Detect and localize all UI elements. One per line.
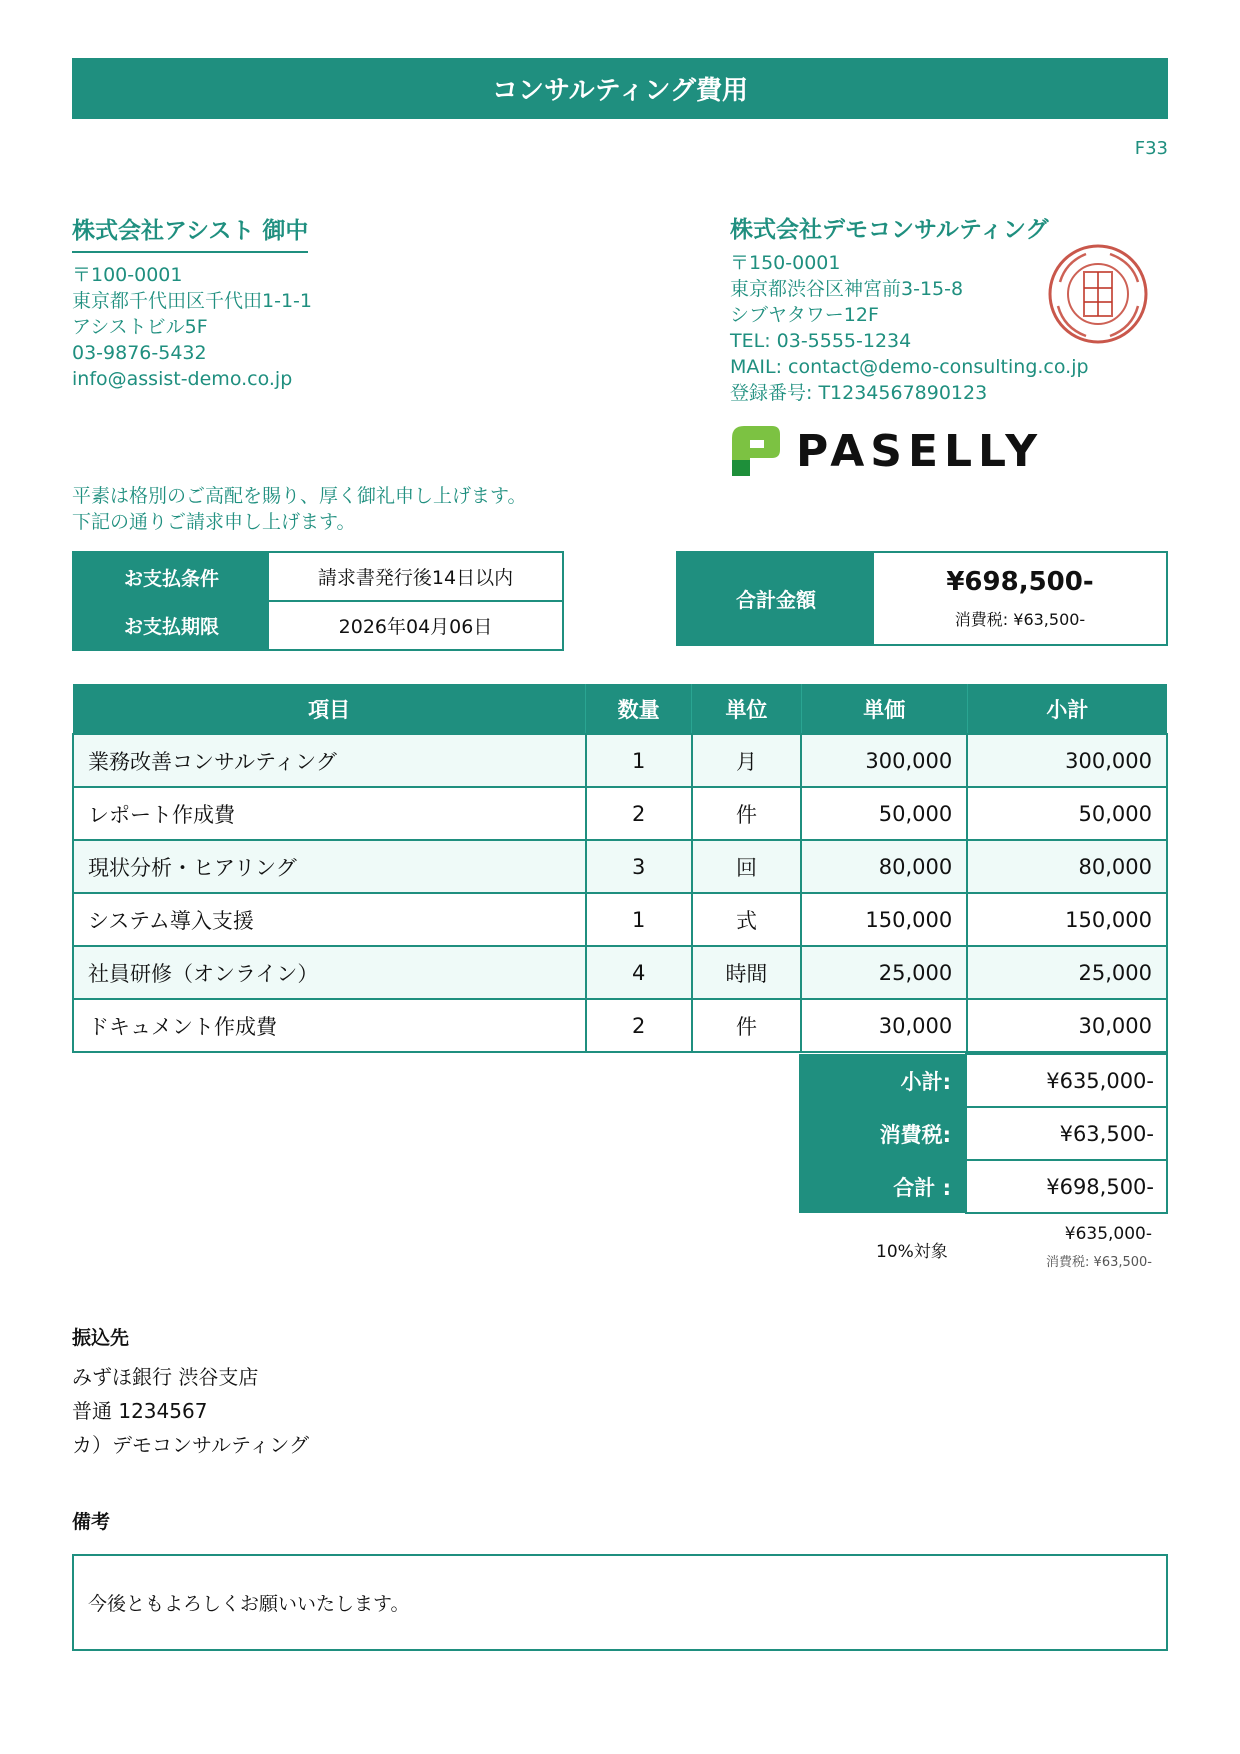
condition-label: お支払期限 <box>73 601 269 650</box>
item-price: 30,000 <box>801 999 967 1052</box>
condition-row <box>73 552 563 601</box>
total-label: 合計金額 <box>678 553 874 644</box>
item-qty: 3 <box>586 840 692 893</box>
total-amount-box <box>676 551 1168 646</box>
column-header-subtotal: 小計 <box>967 684 1167 734</box>
logo-wordmark: PASELLY <box>796 425 1044 477</box>
item-qty: 1 <box>586 893 692 946</box>
summary-label: 合計 : <box>799 1160 966 1213</box>
item-name: 業務改善コンサルティング <box>73 734 586 787</box>
column-header-qty: 数量 <box>586 684 692 734</box>
item-subtotal: 30,000 <box>967 999 1167 1052</box>
table-row <box>73 734 1167 787</box>
summary-value: ¥635,000- <box>966 1054 1167 1107</box>
item-subtotal: 80,000 <box>967 840 1167 893</box>
condition-row <box>73 601 563 650</box>
item-unit: 時間 <box>692 946 802 999</box>
item-qty: 4 <box>586 946 692 999</box>
tax-rate-tax: 消費税: ¥63,500- <box>1046 1255 1152 1270</box>
greeting-line: 平素は格別のご高配を賜り、厚く御礼申し上げます。 <box>72 485 527 507</box>
item-name: レポート作成費 <box>73 787 586 840</box>
bank-name: みずほ銀行 渋谷支店 <box>72 1365 259 1389</box>
logo-mark-icon <box>728 422 782 480</box>
table-row <box>73 840 1167 893</box>
issuer-name: 株式会社デモコンサルティング <box>730 217 1049 243</box>
summary-row <box>799 1107 1167 1160</box>
issuer-address <box>730 250 1089 406</box>
total-value <box>874 553 1166 644</box>
item-name: システム導入支援 <box>73 893 586 946</box>
item-subtotal: 25,000 <box>967 946 1167 999</box>
item-price: 50,000 <box>801 787 967 840</box>
condition-value: 2026年04月06日 <box>269 601 563 650</box>
summary-value: ¥698,500- <box>966 1160 1167 1213</box>
recipient-address <box>72 262 312 392</box>
item-name: ドキュメント作成費 <box>73 999 586 1052</box>
item-unit: 件 <box>692 999 802 1052</box>
item-price: 150,000 <box>801 893 967 946</box>
summary-label: 小計: <box>799 1054 966 1107</box>
issuer-building: シブヤタワー12F <box>730 304 879 326</box>
bank-holder: カ）デモコンサルティング <box>72 1433 309 1457</box>
condition-label: お支払条件 <box>73 552 269 601</box>
summary-row <box>799 1160 1167 1213</box>
item-unit: 件 <box>692 787 802 840</box>
summary-value: ¥63,500- <box>966 1107 1167 1160</box>
table-row <box>73 946 1167 999</box>
bank-section-title: 振込先 <box>72 1327 130 1349</box>
notes-section-title: 備考 <box>72 1511 111 1533</box>
table-row <box>73 999 1167 1052</box>
total-amount: ¥698,500- <box>946 567 1094 597</box>
item-qty: 2 <box>586 787 692 840</box>
item-subtotal: 50,000 <box>967 787 1167 840</box>
total-tax: 消費税: ¥63,500- <box>954 610 1086 629</box>
document-number: F33 <box>1134 138 1168 159</box>
tax-rate-subtotal: ¥635,000- <box>1064 1224 1152 1244</box>
greeting-line: 下記の通りご請求申し上げます。 <box>72 511 356 533</box>
bank-details <box>72 1360 309 1462</box>
summary-label: 消費税: <box>799 1107 966 1160</box>
table-row <box>73 787 1167 840</box>
column-header-unit: 単位 <box>692 684 802 734</box>
column-header-item: 項目 <box>73 684 586 734</box>
recipient-name: 株式会社アシスト 御中 <box>72 212 308 253</box>
summary-table <box>799 1053 1168 1214</box>
tax-rate-label: 10%対象 <box>876 1242 948 1262</box>
item-price: 25,000 <box>801 946 967 999</box>
issuer-postal: 〒150-0001 <box>730 252 841 274</box>
company-logo <box>728 420 1048 482</box>
bank-account: 普通 1234567 <box>72 1399 208 1423</box>
item-unit: 月 <box>692 734 802 787</box>
condition-value: 請求書発行後14日以内 <box>269 552 563 601</box>
greeting-text <box>72 483 526 535</box>
recipient-phone: 03-9876-5432 <box>72 342 207 364</box>
item-unit: 式 <box>692 893 802 946</box>
table-header-row <box>73 684 1167 734</box>
notes-text: 今後ともよろしくお願いいたします。 <box>88 1593 410 1615</box>
payment-conditions-table <box>72 551 564 651</box>
item-qty: 1 <box>586 734 692 787</box>
item-subtotal: 150,000 <box>967 893 1167 946</box>
issuer-phone: TEL: 03-5555-1234 <box>730 330 912 352</box>
item-subtotal: 300,000 <box>967 734 1167 787</box>
issuer-email: MAIL: contact@demo-consulting.co.jp <box>730 356 1089 378</box>
recipient-email: info@assist-demo.co.jp <box>72 368 293 390</box>
item-name: 現状分析・ヒアリング <box>73 840 586 893</box>
item-price: 80,000 <box>801 840 967 893</box>
issuer-address-line: 東京都渋谷区神宮前3-15-8 <box>730 278 964 300</box>
notes-box <box>72 1554 1168 1651</box>
line-items-table <box>72 684 1168 1053</box>
recipient-address-line: 東京都千代田区千代田1-1-1 <box>72 290 312 312</box>
issuer-registration: 登録番号: T1234567890123 <box>730 382 988 404</box>
column-header-price: 単価 <box>801 684 967 734</box>
document-title: コンサルティング費用 <box>72 58 1168 119</box>
recipient-postal: 〒100-0001 <box>72 264 183 286</box>
item-price: 300,000 <box>801 734 967 787</box>
table-row <box>73 893 1167 946</box>
recipient-building: アシストビル5F <box>72 316 208 338</box>
summary-row <box>799 1054 1167 1107</box>
item-name: 社員研修（オンライン） <box>73 946 586 999</box>
company-seal-stamp-icon <box>1046 242 1150 346</box>
item-qty: 2 <box>586 999 692 1052</box>
item-unit: 回 <box>692 840 802 893</box>
